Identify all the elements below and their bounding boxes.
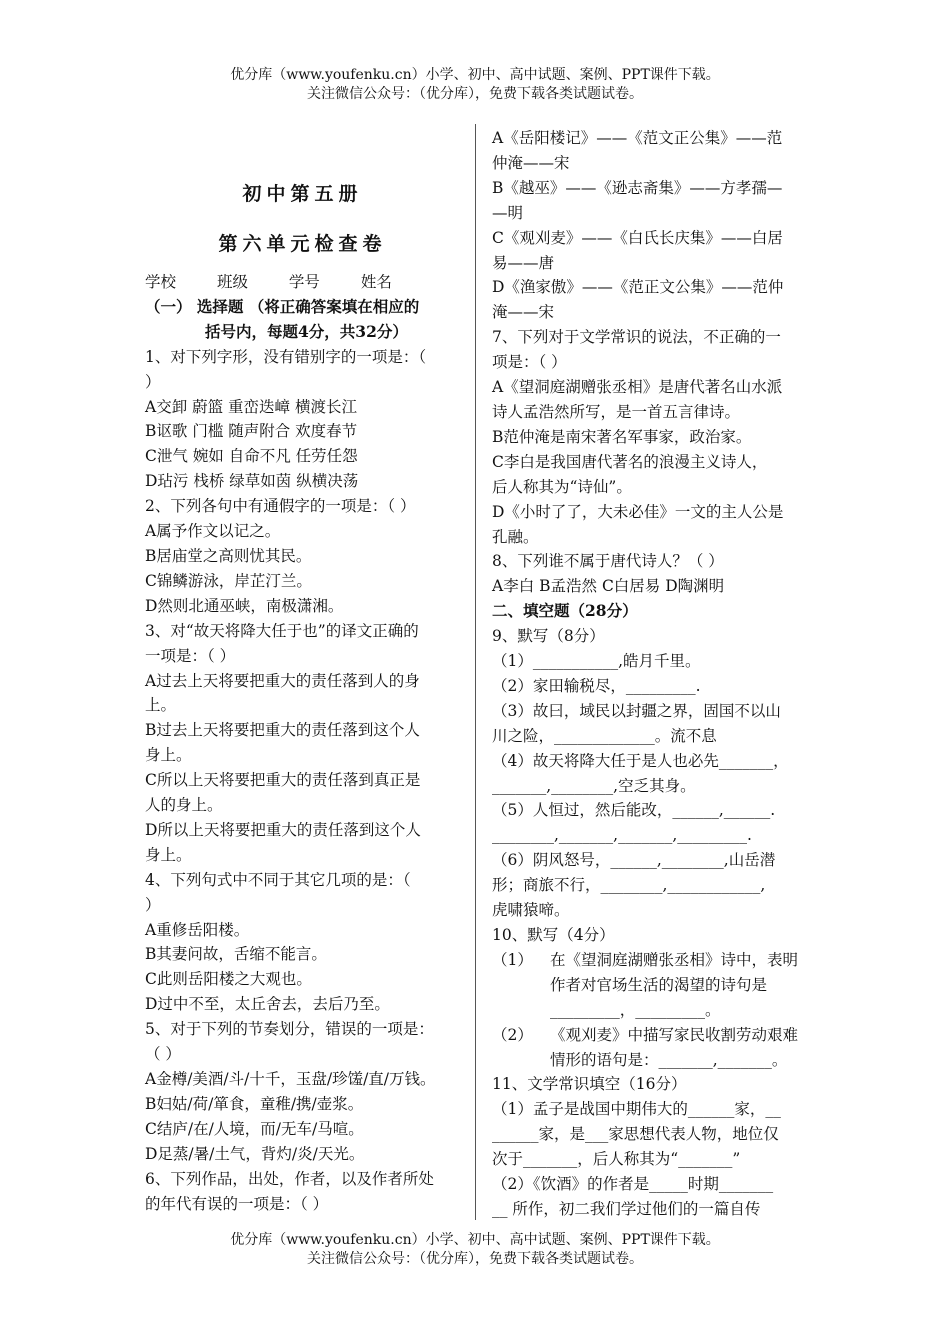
question-line: 项是：（ ） [492, 353, 567, 372]
question-line: 身上。 [145, 845, 192, 864]
question-line: 次于_______，后人称其为“_______” [492, 1150, 741, 1169]
question-line: 仲淹——宋 [492, 153, 570, 172]
section1-heading-cont: 括号内，每题4分，共32分） [205, 321, 408, 341]
q10-item-text: 《观刈麦》中描写家民收割劳动艰难情形的语句是：_______,_______。 [550, 1025, 799, 1069]
left-column [145, 126, 460, 1216]
question-line: 9、默写（8分） [492, 627, 605, 646]
question-line: 淹——宋 [492, 303, 555, 322]
question-line: D《小时了了，大未必佳》一文的主人公是 [492, 502, 784, 521]
question-line: ______家，是___家思想代表人物，地位仅 [492, 1125, 779, 1144]
question-line: 后人称其为“诗仙”。 [492, 477, 632, 496]
question-line: —明 [492, 203, 524, 222]
question-line: A《岳阳楼记》——《范文正公集》——范 [492, 129, 783, 147]
question-line: ） [145, 895, 161, 914]
question-line: B居庙堂之高则忧其民。 [145, 546, 312, 565]
question-line: 孔融。 [492, 527, 539, 546]
question-line: B其妻问故，舌缩不能言。 [145, 945, 327, 964]
question-line: 易——唐 [492, 253, 555, 272]
question-line: C锦鳞游泳，岸芷汀兰。 [145, 571, 312, 590]
question-line: C所以上天将要把重大的责任落到真正是 [145, 771, 421, 790]
question-line: 一项是：（ ） [145, 646, 236, 665]
student-info-row [145, 270, 460, 295]
question-line: A重修岳阳楼。 [145, 920, 250, 939]
page-footer [0, 1231, 950, 1269]
question-line: D玷污 栈桥 绿草如茵 纵横决荡 [145, 472, 359, 491]
question-line: 2、下列各句中有通假字的一项是：（ ） [145, 497, 416, 516]
question-line: __ 所作，初二我们学过他们的一篇自传 [492, 1199, 761, 1218]
question-line: A属予作文以记之。 [145, 522, 281, 541]
question-line: 10、默写（4分） [492, 926, 615, 944]
question-line: 上。 [145, 696, 177, 715]
question-line: A交卸 蔚篮 重峦迭嶂 横渡长江 [145, 397, 357, 416]
page-header [0, 66, 950, 104]
question-line: 虎啸猿啼。 [492, 901, 570, 920]
exam-title: 初中第五册 [242, 183, 363, 205]
right-column [492, 126, 808, 1222]
info-name: 姓名 [360, 273, 392, 291]
question-line: D过中不至，太丘舍去，去后乃至。 [145, 995, 390, 1014]
question-line: （2）《饮酒》的作者是_____时期_______ [492, 1175, 774, 1194]
question-line: 3、对“故天将降大任于也”的译文正确的 [145, 621, 419, 640]
info-number: 学号 [288, 273, 320, 291]
question-line: A金樽/美酒/斗/十千，玉盘/珍馐/直/万钱。 [145, 1070, 436, 1088]
question-line: C李白是我国唐代著名的浪漫主义诗人， [492, 452, 768, 471]
question-line: 6、下列作品，出处，作者，以及作者所处 [145, 1169, 434, 1188]
right-question-lines-b [492, 624, 808, 948]
header-line-1: 优分库（www.youfenku.cn）小学、初中、高中试题、案例、PPT课件下载。 [230, 67, 720, 83]
column-divider [475, 124, 476, 1220]
question-line: B范仲淹是南宋著名军事家，政治家。 [492, 427, 752, 446]
section2-heading: 二、填空题（28分） [492, 601, 638, 621]
question-line: 11、文学常识填空（16分） [492, 1075, 687, 1094]
q10-item-text: 在《望洞庭湖赠张丞相》诗中，表明作者对官场生活的渴望的诗句是_________，_________。 [550, 950, 799, 1019]
info-school: 学校 [145, 273, 177, 291]
exam-subtitle: 第六单元检查卷 [218, 233, 387, 255]
question-line: 的年代有误的一项是：（ ） [145, 1194, 329, 1213]
question-line: D《渔家傲》——《范正文公集》——范仲 [492, 278, 784, 297]
question-line: C此则岳阳楼之大观也。 [145, 970, 312, 989]
question-line: A李白 B孟浩然 C白居易 D陶渊明 [492, 577, 725, 596]
question-line: 人的身上。 [145, 796, 223, 815]
question-line: （2）家田输税尽，_________. [492, 676, 701, 695]
question-line: （4）故天将降大任于是人也必先_______， [492, 751, 789, 770]
question-line: _______,________,空乏其身。 [492, 776, 696, 795]
header-line-2: 关注微信公众号：（优分库），免费下载各类试题试卷。 [307, 86, 643, 102]
question-line: C《观刈麦》——《白氏长庆集》——白居 [492, 228, 783, 247]
question-line: （1）孟子是战国中期伟大的______家，__ [492, 1100, 781, 1119]
question-line: 5、对于下列的节奏划分，错误的一项是： [145, 1020, 434, 1039]
question-line: B过去上天将要把重大的责任落到这个人 [145, 721, 420, 740]
question-line: （ ） [145, 1045, 181, 1064]
info-class: 班级 [216, 273, 248, 291]
section1-heading: （一） 选择题 （将正确答案填在相应的 [145, 296, 420, 316]
q10-item [492, 1023, 808, 1073]
question-line: 8、下列谁不属于唐代诗人？（ ） [492, 552, 724, 571]
left-question-lines [145, 345, 460, 1217]
question-line: D所以上天将要把重大的责任落到这个人 [145, 820, 421, 839]
question-line: （3）故曰，域民以封疆之界，固国不以山 [492, 701, 781, 720]
question-line: B妇姑/荷/箪食，童稚/携/壶浆。 [145, 1094, 364, 1113]
question-line: ________,_______,_______,_________. [492, 826, 752, 845]
question-line: D足蒸/暑/土气，背灼/炎/天光。 [145, 1144, 365, 1163]
q10-item-number: （1） [492, 950, 533, 969]
question-line: D然则北通巫峡，南极潇湘。 [145, 596, 344, 615]
question-line: （6）阴风怒号，______,________,山岳潜 [492, 851, 776, 870]
question-line: B讴歌 门槛 随声附合 欢度春节 [145, 422, 358, 441]
question-line: 形；商旅不行，________,____________, [492, 876, 766, 895]
question-line: 4、下列句式中不同于其它几项的是：（ [145, 870, 411, 889]
question-line: C结庐/在/人境，而/无车/马喧。 [145, 1119, 364, 1138]
question-line: B《越巫》——《逊志斋集》——方孝孺— [492, 178, 783, 197]
q10-items [492, 948, 808, 1073]
footer-line-2: 关注微信公众号：（优分库），免费下载各类试题试卷。 [307, 1251, 643, 1267]
question-line: （5）人恒过，然后能改，______,______. [492, 801, 776, 820]
question-line: 1、对下列字形，没有错别字的一项是：（ [145, 347, 427, 366]
question-line: 诗人孟浩然所写，是一首五言律诗。 [492, 402, 741, 421]
q10-item [492, 948, 808, 1023]
question-line: 身上。 [145, 746, 192, 765]
right-question-lines-c [492, 1072, 808, 1221]
footer-line-1: 优分库（www.youfenku.cn）小学、初中、高中试题、案例、PPT课件下载。 [230, 1232, 720, 1248]
question-line: A过去上天将要把重大的责任落到人的身 [145, 671, 420, 690]
question-line: （1）___________,皓月千里。 [492, 652, 701, 671]
right-question-lines-a [492, 126, 808, 599]
question-line: A《望洞庭湖赠张丞相》是唐代著名山水派 [492, 378, 783, 397]
q10-item-number: （2） [492, 1025, 533, 1044]
question-line: 川之险，_____________。流不息 [492, 726, 717, 745]
question-line: 7、下列对于文学常识的说法，不正确的一 [492, 328, 781, 347]
question-line: C泄气 婉如 自命不凡 任劳任怨 [145, 447, 358, 466]
question-line: ） [145, 372, 161, 391]
